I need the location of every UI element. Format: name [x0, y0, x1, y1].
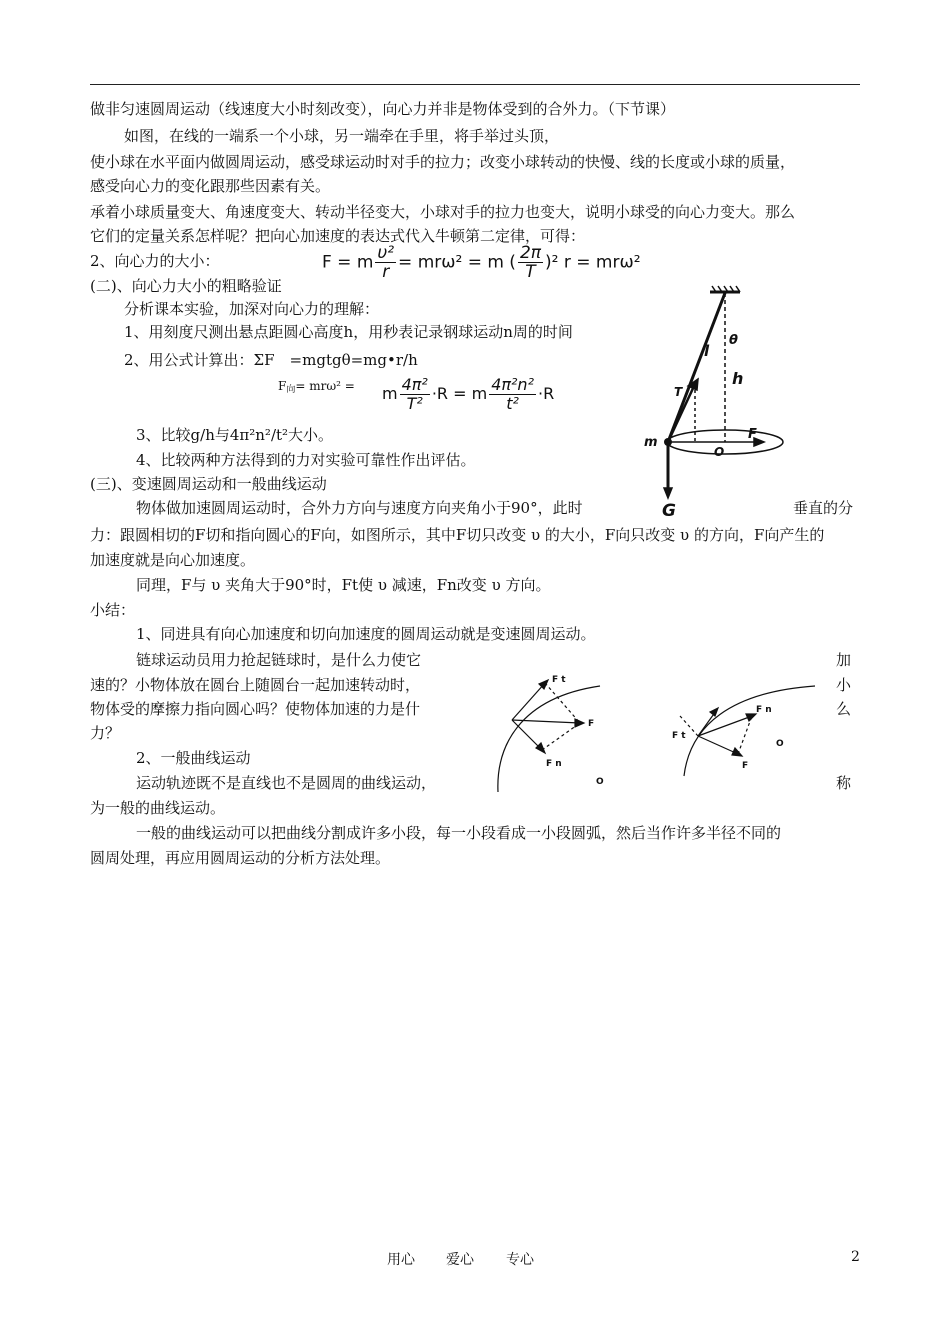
text-line: 分析课本实验，加深对向心力的理解： [124, 300, 380, 318]
text-line: 速的？小物体放在圆台上随圆台一起加速转动时， [90, 676, 421, 694]
formula-part: = mrω² = [295, 379, 355, 393]
text-line: 一般的曲线运动可以把曲线分割成许多小段，每一小段看成一小段圆弧，然后当作许多半径不同的 [136, 824, 782, 842]
formula-part: ·R [537, 384, 555, 403]
label-Fn: F n [546, 759, 562, 769]
label-O: O [596, 777, 604, 787]
fraction-4pi2n2-over-t2 [489, 376, 536, 413]
denominator: T [525, 262, 536, 282]
text-line: 物体做加速圆周运动时，合外力方向与速度方向夹角小于90°，此时 [136, 499, 583, 517]
text-line: 4、比较两种方法得到的力对实验可靠性作出评估。 [136, 451, 476, 469]
numerator: υ² [377, 243, 395, 263]
text-line: 同理，F与 υ 夹角大于90°时，Ft使 υ 减速，Fn改变 υ 方向。 [136, 576, 551, 594]
label-Ft: F t [552, 675, 566, 685]
numerator: 4π²n² [491, 375, 534, 394]
text-line: 圆周处理，再应用圆周运动的分析方法处理。 [90, 849, 391, 867]
page-number: 2 [851, 1249, 860, 1265]
text-line: 感受向心力的变化跟那些因素有关。 [90, 177, 331, 195]
text-line: 如图，在线的一端系一个小球，另一端牵在手里，将手举过头顶， [124, 127, 560, 145]
text-line: 1、用刻度尺测出悬点距圆心高度h，用秒表记录钢球运动n周的时间 [124, 323, 573, 341]
text-line: 运动轨迹既不是直线也不是圆周的曲线运动， [136, 774, 437, 792]
label-theta: θ [729, 333, 738, 348]
footer-text: 用心 [387, 1252, 415, 1268]
text-line: 它们的定量关系怎样呢？把向心加速度的表达式代入牛顿第二定律，可得： [90, 227, 586, 245]
label-F: F [748, 427, 757, 442]
text-line: 承着小球质量变大、角速度变大、转动半径变大，小球对手的拉力也变大，说明小球受的向心力变大。那么 [90, 203, 796, 221]
formula-part: m [382, 384, 398, 403]
formula-part: = mrω² = m ( [398, 252, 516, 273]
label-T: T [674, 385, 683, 399]
denominator: r [382, 262, 390, 282]
subscript: 向 [286, 385, 296, 395]
ball [664, 438, 672, 446]
footer-text: 爱心 [446, 1252, 474, 1268]
fraction-2pi-over-T [518, 244, 543, 281]
text-line: 1、同进具有向心加速度和切向加速度的圆周运动就是变速圆周运动。 [136, 625, 596, 643]
label-F: F [742, 761, 749, 771]
fraction-v2-over-r [375, 244, 396, 281]
text-line: 2、向心力的大小： [90, 252, 220, 270]
text-line: 2、一般曲线运动 [136, 749, 251, 767]
label-Fn: F n [756, 705, 772, 715]
label-Ft: F t [672, 731, 686, 741]
text-line: 使小球在水平面内做圆周运动，感受球运动时对手的拉力；改变小球转动的快慢、线的长度或小球的质量， [90, 153, 796, 171]
label-F: F [588, 719, 595, 729]
label-l: l [704, 342, 710, 360]
formula-part: F [278, 379, 287, 393]
text-line: 加速度就是向心加速度。 [90, 551, 256, 569]
text-line: 为一般的曲线运动。 [90, 799, 226, 817]
text-line: 力：跟圆相切的F切和指向圆心的F向，如图所示，其中F切只改变 υ 的大小，F向只改变 υ 的方向，F向产生的 [90, 526, 825, 544]
formula-part: ·R = m [431, 384, 488, 403]
label-O: O [776, 739, 784, 749]
text-line: 做非匀速圆周运动（线速度大小时刻改变），向心力并非是物体受到的合外力。（下节课） [90, 100, 676, 118]
label-h: h [732, 369, 744, 388]
text-line [278, 376, 355, 400]
text-line: 小结： [90, 601, 136, 619]
numerator: 4π² [401, 375, 428, 394]
text-line: 么 [836, 700, 852, 718]
text-line: 加 [836, 651, 852, 669]
text-line: 称 [836, 774, 852, 792]
verification-formula [382, 376, 554, 413]
formula-part: F = m [322, 252, 374, 273]
text-line: 3、比较g/h与4π²n²/t²大小。 [136, 426, 334, 444]
decelerating-force-figure [670, 676, 820, 784]
footer-text: 专心 [506, 1252, 534, 1268]
accelerating-force-figure [490, 668, 640, 796]
text-line: 垂直的分 [793, 499, 854, 517]
denominator: T² [406, 394, 423, 413]
centripetal-force-formula [322, 244, 641, 281]
section-heading: (三)、变速圆周运动和一般曲线运动 [90, 475, 327, 493]
label-O: O [714, 445, 725, 459]
label-m: m [644, 435, 658, 450]
formula-part: )² r = mrω² [545, 252, 641, 273]
header-rule [90, 84, 860, 85]
text-line: 2、用公式计算出：ΣF =mgtgθ=mg•r/h [124, 351, 418, 369]
conical-pendulum-figure [640, 284, 800, 520]
fraction-4pi2-over-T2 [400, 376, 430, 413]
text-line: 力？ [90, 724, 121, 742]
label-G: G [662, 501, 676, 520]
text-line: 物体受的摩擦力指向圆心吗？使物体加速的力是什 [90, 700, 421, 718]
section-heading: (二)、向心力大小的粗略验证 [90, 277, 282, 295]
text-line: 小 [836, 676, 852, 694]
numerator: 2π [519, 243, 542, 263]
denominator: t² [506, 394, 519, 413]
text-line: 链球运动员用力抢起链球时，是什么力使它 [136, 651, 422, 669]
